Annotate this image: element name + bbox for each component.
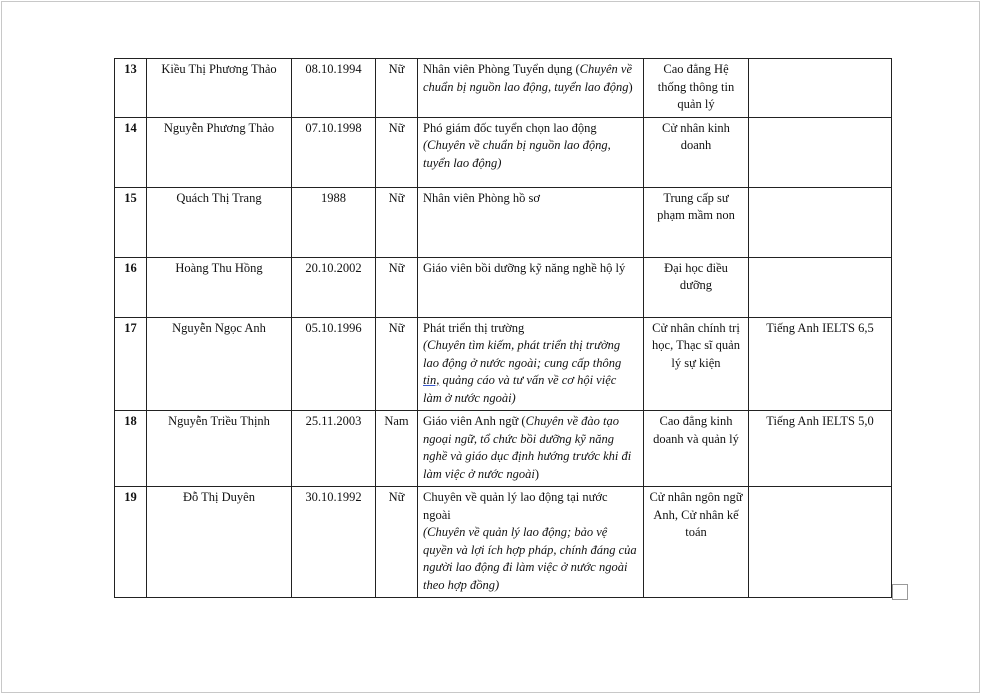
gender: Nữ (376, 317, 418, 411)
employee-name: Kiều Thị Phương Thảo (147, 59, 292, 118)
job-detail-underlined: tin, (423, 373, 440, 387)
job-title: Chuyên về quản lý lao động tại nước ngoài (423, 490, 608, 522)
staff-table (114, 58, 892, 598)
date-of-birth: 05.10.1996 (292, 317, 376, 411)
row-number: 19 (115, 487, 147, 598)
education: Cao đẳng Hệ thống thông tin quản lý (644, 59, 749, 118)
job-detail-part: quảng cáo và tư vấn về cơ hội việc làm ở nước ngoài) (423, 373, 617, 405)
gender: Nam (376, 411, 418, 487)
table-row (115, 487, 892, 598)
gender: Nữ (376, 187, 418, 257)
job-detail: (Chuyên về chuẩn bị nguồn lao động, tuyển lao động) (423, 138, 611, 170)
education: Cử nhân chính trị học, Thạc sĩ quản lý sự kiện (644, 317, 749, 411)
row-number: 18 (115, 411, 147, 487)
language-skill (749, 257, 892, 317)
date-of-birth: 20.10.2002 (292, 257, 376, 317)
employee-name: Hoàng Thu Hồng (147, 257, 292, 317)
employee-name: Đỗ Thị Duyên (147, 487, 292, 598)
job-detail (423, 337, 638, 407)
table-end-marker-icon (892, 584, 908, 600)
table-row (115, 257, 892, 317)
gender: Nữ (376, 487, 418, 598)
language-skill (749, 117, 892, 187)
gender: Nữ (376, 117, 418, 187)
language-skill: Tiếng Anh IELTS 6,5 (749, 317, 892, 411)
job-title: Giáo viên Anh ngữ ( (423, 414, 526, 428)
job-description (418, 487, 644, 598)
language-skill: Tiếng Anh IELTS 5,0 (749, 411, 892, 487)
job-title: Phát triển thị trường (423, 320, 525, 335)
row-number: 14 (115, 117, 147, 187)
employee-name: Nguyễn Triều Thịnh (147, 411, 292, 487)
date-of-birth: 30.10.1992 (292, 487, 376, 598)
date-of-birth: 25.11.2003 (292, 411, 376, 487)
gender: Nữ (376, 59, 418, 118)
job-tail: ) (534, 466, 539, 481)
table-row (115, 117, 892, 187)
job-description (418, 187, 644, 257)
job-description (418, 317, 644, 411)
education: Đại học điều dưỡng (644, 257, 749, 317)
employee-name: Quách Thị Trang (147, 187, 292, 257)
education: Cử nhân kinh doanh (644, 117, 749, 187)
language-skill (749, 187, 892, 257)
row-number: 13 (115, 59, 147, 118)
language-skill (749, 59, 892, 118)
table-row (115, 59, 892, 118)
date-of-birth: 07.10.1998 (292, 117, 376, 187)
job-detail: (Chuyên về quản lý lao động; bảo vệ quyền và lợi ích hợp pháp, chính đáng của người lao động đi làm việc ở nước ngoài theo hợp đồng) (423, 525, 637, 592)
table-row (115, 317, 892, 411)
job-tail: ) (628, 79, 633, 94)
table-row (115, 411, 892, 487)
job-description (418, 117, 644, 187)
employee-name: Nguyễn Phương Thảo (147, 117, 292, 187)
job-detail-part: (Chuyên tìm kiếm, phát triển thị trường lao động ở nước ngoài; cung cấp thông (423, 338, 622, 370)
job-detail: Chuyên về đào tạo ngoại ngữ, tổ chức bồi dưỡng kỹ năng nghề và giáo dục định hướng trước khi đi làm việc ở nước ngoài (423, 414, 632, 481)
job-description (418, 59, 644, 118)
row-number: 15 (115, 187, 147, 257)
row-number: 17 (115, 317, 147, 411)
table-row (115, 187, 892, 257)
language-skill (749, 487, 892, 598)
education: Cử nhân ngôn ngữ Anh, Cử nhân kế toán (644, 487, 749, 598)
education: Cao đẳng kinh doanh và quản lý (644, 411, 749, 487)
job-title: Phó giám đốc tuyển chọn lao động (423, 120, 597, 135)
date-of-birth: 1988 (292, 187, 376, 257)
job-title: Nhân viên Phòng hồ sơ (423, 190, 541, 205)
job-title: Giáo viên bồi dưỡng kỹ năng nghề hộ lý (423, 260, 626, 275)
employee-name: Nguyễn Ngọc Anh (147, 317, 292, 411)
gender: Nữ (376, 257, 418, 317)
row-number: 16 (115, 257, 147, 317)
education: Trung cấp sư phạm mầm non (644, 187, 749, 257)
job-title: Nhân viên Phòng Tuyển dụng ( (423, 62, 580, 76)
date-of-birth: 08.10.1994 (292, 59, 376, 118)
job-detail: Chuyên về chuẩn bị nguồn lao động, tuyển lao động (423, 62, 633, 94)
job-description (418, 257, 644, 317)
job-description (418, 411, 644, 487)
